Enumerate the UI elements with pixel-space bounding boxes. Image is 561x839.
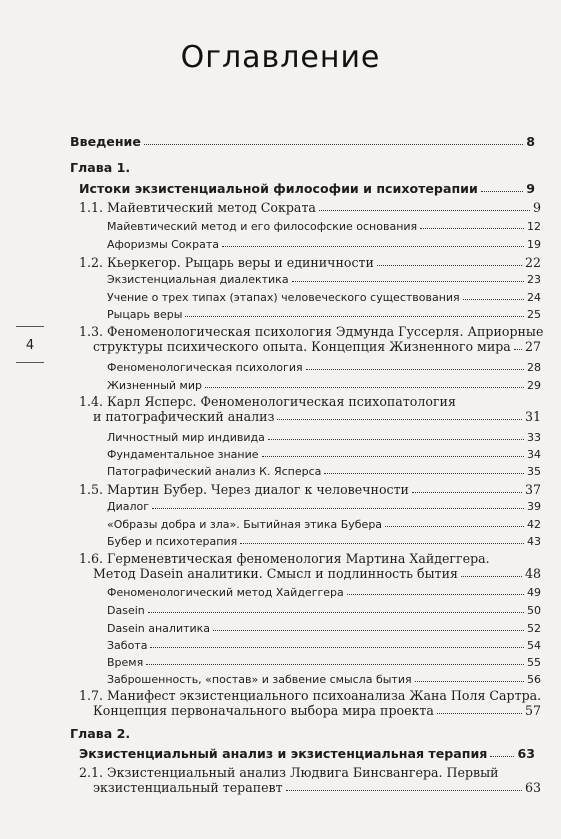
toc-subsection[interactable]: Заброшенность, «постав» и забвение смысла бытия 56 [107, 673, 541, 686]
toc-chapter-1-label: Глава 1. [70, 160, 131, 175]
toc-section-1-1[interactable]: 1.1. Майевтический метод Сократа 9 [79, 200, 541, 215]
toc-subsection[interactable]: Диалог 39 [107, 500, 541, 513]
margin-rule-top [16, 326, 44, 327]
dot-leader [490, 756, 514, 757]
toc-subsection[interactable]: Личностный мир индивида 33 [107, 431, 541, 444]
toc-chapter-2-title[interactable]: Экзистенциальный анализ и экзистенциальная терапия 63 [79, 746, 535, 761]
dot-leader [481, 191, 523, 192]
dot-leader [148, 612, 524, 613]
toc-subsection[interactable]: Патографический анализ К. Ясперса 35 [107, 465, 541, 478]
toc-subsection[interactable]: Жизненный мир 29 [107, 379, 541, 392]
toc-section-1-7[interactable]: 1.7. Манифест экзистенциального психоанализа Жана Поля Сартра. Концепция первоначального выбора мира проекта 57 [79, 688, 542, 718]
dot-leader [463, 299, 524, 300]
page-number: 4 [25, 338, 35, 353]
dot-leader [144, 144, 523, 145]
toc-subsection[interactable]: Феноменологический метод Хайдеггера 49 [107, 586, 541, 599]
toc-subsection[interactable]: Афоризмы Сократа 19 [107, 238, 541, 251]
dot-leader [347, 594, 524, 595]
dot-leader [412, 492, 522, 493]
dot-leader [262, 456, 524, 457]
toc-section-1-3[interactable]: 1.3. Феноменологическая психология Эдмунда Гуссерля. Априорные структуры психического опыта. Концепция Жизненного мира 27 [79, 324, 544, 354]
dot-leader [377, 265, 522, 266]
page-title: Оглавление [180, 40, 381, 75]
dot-leader [385, 526, 524, 527]
toc-subsection[interactable]: Феноменологическая психология 28 [107, 361, 541, 374]
toc-subsection[interactable]: Экзистенциальная диалектика 23 [107, 273, 541, 286]
dot-leader [292, 281, 524, 282]
toc-subsection[interactable]: Рыцарь веры 25 [107, 308, 541, 321]
dot-leader [150, 647, 524, 648]
toc-subsection[interactable]: Dasein 50 [107, 604, 541, 617]
dot-leader [205, 387, 524, 388]
dot-leader [222, 246, 524, 247]
dot-leader [437, 713, 522, 714]
toc-subsection[interactable]: Бубер и психотерапия 43 [107, 535, 541, 548]
dot-leader [268, 439, 524, 440]
toc-subsection[interactable]: Майевтический метод и его философские основания 12 [107, 220, 541, 233]
toc-section-1-5[interactable]: 1.5. Мартин Бубер. Через диалог к человечности 37 [79, 482, 541, 497]
dot-leader [286, 790, 522, 791]
margin-rule-bottom [16, 362, 44, 363]
toc-entry-intro[interactable]: Введение 8 [70, 134, 535, 149]
toc-chapter-1-title[interactable]: Истоки экзистенциальной философии и психотерапии 9 [79, 181, 535, 196]
dot-leader [319, 210, 530, 211]
dot-leader [277, 419, 522, 420]
dot-leader [514, 349, 522, 350]
dot-leader [240, 543, 524, 544]
dot-leader [420, 228, 524, 229]
toc-section-2-1[interactable]: 2.1. Экзистенциальный анализ Людвига Бинсвангера. Первый экзистенциальный терапевт 63 [79, 765, 541, 795]
toc-subsection[interactable]: «Образы добра и зла». Бытийная этика Бубера 42 [107, 518, 541, 531]
toc-subsection[interactable]: Забота 54 [107, 639, 541, 652]
dot-leader [461, 576, 522, 577]
toc-section-1-2[interactable]: 1.2. Кьеркегор. Рыцарь веры и единичности 22 [79, 255, 541, 270]
dot-leader [415, 681, 524, 682]
dot-leader [146, 664, 524, 665]
dot-leader [185, 316, 524, 317]
toc-section-1-6[interactable]: 1.6. Герменевтическая феноменология Мартина Хайдеггера. Метод Dasein аналитики. Смысл и подлинность бытия 48 [79, 551, 541, 581]
toc-subsection[interactable]: Время 55 [107, 656, 541, 669]
toc-subsection[interactable]: Фундаментальное знание 34 [107, 448, 541, 461]
toc-subsection[interactable]: Учение о трех типах (этапах) человеческого существования 24 [107, 291, 541, 304]
toc-section-1-4[interactable]: 1.4. Карл Ясперс. Феноменологическая психопатология и патографический анализ 31 [79, 394, 541, 424]
dot-leader [213, 630, 524, 631]
dot-leader [306, 369, 524, 370]
toc-subsection[interactable]: Dasein аналитика 52 [107, 622, 541, 635]
dot-leader [152, 508, 524, 509]
toc-chapter-2-label: Глава 2. [70, 726, 131, 741]
dot-leader [324, 473, 524, 474]
